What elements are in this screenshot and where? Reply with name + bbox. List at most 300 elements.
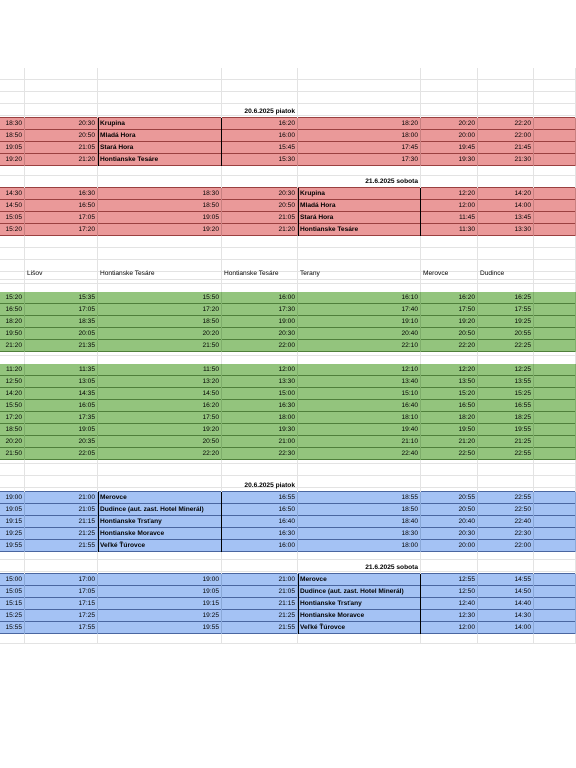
- cell[interactable]: [222, 574, 298, 586]
- cell[interactable]: [98, 622, 222, 634]
- cell[interactable]: [478, 436, 534, 448]
- cell[interactable]: [298, 412, 421, 424]
- cell[interactable]: [222, 68, 298, 80]
- cell[interactable]: [534, 480, 576, 492]
- cell[interactable]: [534, 528, 576, 540]
- cell[interactable]: [25, 316, 98, 328]
- cell[interactable]: [534, 212, 576, 224]
- cell[interactable]: [222, 504, 298, 516]
- cell[interactable]: [222, 364, 298, 376]
- cell[interactable]: [0, 464, 25, 476]
- cell[interactable]: [0, 436, 25, 448]
- cell[interactable]: [222, 224, 298, 236]
- cell[interactable]: [0, 448, 25, 460]
- cell[interactable]: [478, 364, 534, 376]
- cell[interactable]: [25, 68, 98, 80]
- cell[interactable]: [478, 376, 534, 388]
- cell[interactable]: [298, 304, 421, 316]
- cell[interactable]: [222, 176, 298, 188]
- cell[interactable]: [534, 448, 576, 460]
- cell[interactable]: [298, 622, 421, 634]
- cell[interactable]: [25, 622, 98, 634]
- cell[interactable]: [534, 516, 576, 528]
- cell[interactable]: [298, 92, 421, 104]
- cell[interactable]: [298, 80, 421, 92]
- cell[interactable]: [298, 492, 421, 504]
- cell[interactable]: [298, 340, 421, 352]
- cell[interactable]: [478, 236, 534, 248]
- cell[interactable]: [534, 236, 576, 248]
- cell[interactable]: [0, 562, 25, 574]
- cell[interactable]: [478, 328, 534, 340]
- cell[interactable]: [98, 364, 222, 376]
- cell[interactable]: [222, 412, 298, 424]
- cell[interactable]: [478, 540, 534, 552]
- cell[interactable]: [298, 154, 421, 166]
- cell[interactable]: [25, 400, 98, 412]
- cell[interactable]: [98, 200, 222, 212]
- cell[interactable]: [421, 188, 478, 200]
- cell[interactable]: [298, 586, 421, 598]
- cell[interactable]: [222, 130, 298, 142]
- cell[interactable]: [0, 540, 25, 552]
- cell[interactable]: [25, 304, 98, 316]
- cell[interactable]: [421, 364, 478, 376]
- cell[interactable]: [222, 424, 298, 436]
- cell[interactable]: [25, 562, 98, 574]
- cell[interactable]: [0, 364, 25, 376]
- cell[interactable]: [478, 316, 534, 328]
- cell[interactable]: [222, 436, 298, 448]
- cell[interactable]: [298, 328, 421, 340]
- cell[interactable]: [421, 400, 478, 412]
- cell[interactable]: [0, 142, 25, 154]
- cell[interactable]: [478, 516, 534, 528]
- cell[interactable]: [478, 448, 534, 460]
- cell[interactable]: [421, 480, 478, 492]
- cell[interactable]: [222, 376, 298, 388]
- cell[interactable]: [298, 436, 421, 448]
- cell[interactable]: [298, 248, 421, 260]
- cell[interactable]: [534, 610, 576, 622]
- cell[interactable]: [421, 528, 478, 540]
- cell[interactable]: [25, 212, 98, 224]
- cell[interactable]: [222, 200, 298, 212]
- cell[interactable]: [0, 328, 25, 340]
- cell[interactable]: [25, 464, 98, 476]
- cell[interactable]: [534, 622, 576, 634]
- cell[interactable]: [298, 400, 421, 412]
- cell[interactable]: [421, 412, 478, 424]
- cell[interactable]: [534, 130, 576, 142]
- cell[interactable]: [222, 292, 298, 304]
- cell[interactable]: [25, 224, 98, 236]
- cell[interactable]: [0, 268, 25, 280]
- cell[interactable]: [0, 292, 25, 304]
- cell[interactable]: [25, 448, 98, 460]
- cell[interactable]: [222, 304, 298, 316]
- cell[interactable]: [222, 516, 298, 528]
- cell[interactable]: [25, 540, 98, 552]
- cell[interactable]: [298, 236, 421, 248]
- cell[interactable]: [98, 400, 222, 412]
- cell[interactable]: [534, 436, 576, 448]
- cell[interactable]: [0, 118, 25, 130]
- cell[interactable]: [421, 448, 478, 460]
- cell[interactable]: [222, 464, 298, 476]
- cell[interactable]: [98, 154, 222, 166]
- cell[interactable]: [25, 154, 98, 166]
- cell[interactable]: [534, 268, 576, 280]
- cell[interactable]: [534, 464, 576, 476]
- cell[interactable]: [98, 118, 222, 130]
- cell[interactable]: [0, 68, 25, 80]
- cell[interactable]: [298, 540, 421, 552]
- cell[interactable]: [98, 212, 222, 224]
- cell[interactable]: [534, 68, 576, 80]
- cell[interactable]: [98, 80, 222, 92]
- cell[interactable]: [0, 388, 25, 400]
- cell[interactable]: [478, 424, 534, 436]
- cell[interactable]: [478, 622, 534, 634]
- cell[interactable]: [222, 92, 298, 104]
- cell[interactable]: [534, 248, 576, 260]
- cell[interactable]: [98, 248, 222, 260]
- cell[interactable]: [0, 516, 25, 528]
- cell[interactable]: [421, 142, 478, 154]
- cell[interactable]: [421, 328, 478, 340]
- cell[interactable]: [222, 248, 298, 260]
- cell[interactable]: [222, 480, 298, 492]
- cell[interactable]: [0, 92, 25, 104]
- cell[interactable]: [478, 80, 534, 92]
- cell[interactable]: [534, 142, 576, 154]
- cell[interactable]: [534, 224, 576, 236]
- cell[interactable]: [478, 130, 534, 142]
- cell[interactable]: [421, 504, 478, 516]
- cell[interactable]: [298, 200, 421, 212]
- cell[interactable]: [478, 68, 534, 80]
- cell[interactable]: [25, 142, 98, 154]
- cell[interactable]: [421, 106, 478, 118]
- cell[interactable]: [222, 142, 298, 154]
- cell[interactable]: [478, 292, 534, 304]
- cell[interactable]: [25, 80, 98, 92]
- cell[interactable]: [534, 540, 576, 552]
- cell[interactable]: [421, 292, 478, 304]
- cell[interactable]: [222, 118, 298, 130]
- cell[interactable]: [478, 224, 534, 236]
- cell[interactable]: [534, 562, 576, 574]
- cell[interactable]: [98, 412, 222, 424]
- cell[interactable]: [98, 304, 222, 316]
- cell[interactable]: [478, 562, 534, 574]
- cell[interactable]: [0, 598, 25, 610]
- cell[interactable]: [0, 400, 25, 412]
- cell[interactable]: [222, 212, 298, 224]
- cell[interactable]: [534, 340, 576, 352]
- cell[interactable]: [98, 268, 222, 280]
- cell[interactable]: [98, 598, 222, 610]
- cell[interactable]: [421, 92, 478, 104]
- cell[interactable]: [478, 574, 534, 586]
- cell[interactable]: [421, 388, 478, 400]
- cell[interactable]: [478, 528, 534, 540]
- cell[interactable]: [25, 528, 98, 540]
- cell[interactable]: [222, 328, 298, 340]
- cell[interactable]: [98, 328, 222, 340]
- cell[interactable]: [222, 268, 298, 280]
- cell[interactable]: [421, 130, 478, 142]
- cell[interactable]: [25, 340, 98, 352]
- cell[interactable]: [478, 118, 534, 130]
- cell[interactable]: [298, 68, 421, 80]
- cell[interactable]: [421, 610, 478, 622]
- cell[interactable]: [534, 492, 576, 504]
- cell[interactable]: [98, 610, 222, 622]
- cell[interactable]: [534, 400, 576, 412]
- cell[interactable]: [25, 424, 98, 436]
- cell[interactable]: [534, 328, 576, 340]
- cell[interactable]: [534, 292, 576, 304]
- cell[interactable]: [298, 424, 421, 436]
- cell[interactable]: [478, 248, 534, 260]
- cell[interactable]: [421, 424, 478, 436]
- cell[interactable]: [298, 176, 421, 188]
- cell[interactable]: [421, 236, 478, 248]
- cell[interactable]: [298, 142, 421, 154]
- cell[interactable]: [25, 236, 98, 248]
- cell[interactable]: [222, 562, 298, 574]
- cell[interactable]: [534, 118, 576, 130]
- cell[interactable]: [25, 176, 98, 188]
- cell[interactable]: [298, 574, 421, 586]
- cell[interactable]: [98, 388, 222, 400]
- cell[interactable]: [421, 340, 478, 352]
- cell[interactable]: [298, 118, 421, 130]
- cell[interactable]: [98, 528, 222, 540]
- cell[interactable]: [98, 448, 222, 460]
- cell[interactable]: [478, 610, 534, 622]
- cell[interactable]: [222, 540, 298, 552]
- cell[interactable]: [534, 92, 576, 104]
- cell[interactable]: [534, 376, 576, 388]
- cell[interactable]: [98, 68, 222, 80]
- cell[interactable]: [298, 388, 421, 400]
- cell[interactable]: [25, 574, 98, 586]
- cell[interactable]: [478, 492, 534, 504]
- cell[interactable]: [298, 480, 421, 492]
- cell[interactable]: [478, 400, 534, 412]
- cell[interactable]: [421, 492, 478, 504]
- cell[interactable]: [25, 516, 98, 528]
- cell[interactable]: [25, 106, 98, 118]
- cell[interactable]: [478, 412, 534, 424]
- cell[interactable]: [534, 154, 576, 166]
- cell[interactable]: [0, 130, 25, 142]
- cell[interactable]: [222, 236, 298, 248]
- cell[interactable]: [25, 480, 98, 492]
- cell[interactable]: [25, 504, 98, 516]
- cell[interactable]: [98, 424, 222, 436]
- cell[interactable]: [98, 492, 222, 504]
- cell[interactable]: [534, 388, 576, 400]
- cell[interactable]: [25, 268, 98, 280]
- cell[interactable]: [478, 188, 534, 200]
- cell[interactable]: [98, 436, 222, 448]
- cell[interactable]: [0, 480, 25, 492]
- cell[interactable]: [534, 106, 576, 118]
- cell[interactable]: [421, 118, 478, 130]
- cell[interactable]: [98, 574, 222, 586]
- cell[interactable]: [421, 622, 478, 634]
- cell[interactable]: [222, 80, 298, 92]
- cell[interactable]: [0, 80, 25, 92]
- cell[interactable]: [0, 376, 25, 388]
- cell[interactable]: [98, 540, 222, 552]
- cell[interactable]: [0, 106, 25, 118]
- cell[interactable]: [222, 448, 298, 460]
- cell[interactable]: [222, 598, 298, 610]
- cell[interactable]: [421, 598, 478, 610]
- cell[interactable]: [98, 464, 222, 476]
- cell[interactable]: [421, 586, 478, 598]
- cell[interactable]: [478, 504, 534, 516]
- cell[interactable]: [478, 340, 534, 352]
- cell[interactable]: [421, 248, 478, 260]
- cell[interactable]: [25, 328, 98, 340]
- cell[interactable]: [98, 130, 222, 142]
- cell[interactable]: [478, 480, 534, 492]
- cell[interactable]: [98, 340, 222, 352]
- cell[interactable]: [222, 316, 298, 328]
- cell[interactable]: [421, 304, 478, 316]
- cell[interactable]: [0, 492, 25, 504]
- cell[interactable]: [478, 464, 534, 476]
- cell[interactable]: [0, 528, 25, 540]
- cell[interactable]: [478, 598, 534, 610]
- cell[interactable]: [98, 236, 222, 248]
- cell[interactable]: [478, 92, 534, 104]
- cell[interactable]: [534, 200, 576, 212]
- cell[interactable]: [25, 598, 98, 610]
- cell[interactable]: [222, 388, 298, 400]
- cell[interactable]: [534, 80, 576, 92]
- cell[interactable]: [0, 224, 25, 236]
- cell[interactable]: [222, 492, 298, 504]
- cell[interactable]: [25, 118, 98, 130]
- cell[interactable]: [421, 464, 478, 476]
- cell[interactable]: [0, 586, 25, 598]
- cell[interactable]: [298, 464, 421, 476]
- cell[interactable]: [98, 562, 222, 574]
- cell[interactable]: [0, 340, 25, 352]
- cell[interactable]: [478, 304, 534, 316]
- cell[interactable]: [222, 340, 298, 352]
- cell[interactable]: [0, 200, 25, 212]
- cell[interactable]: [298, 130, 421, 142]
- cell[interactable]: [534, 176, 576, 188]
- cell[interactable]: [98, 142, 222, 154]
- cell[interactable]: [534, 424, 576, 436]
- cell[interactable]: [298, 528, 421, 540]
- cell[interactable]: [0, 248, 25, 260]
- cell[interactable]: [25, 248, 98, 260]
- cell[interactable]: [98, 376, 222, 388]
- cell[interactable]: [298, 316, 421, 328]
- cell[interactable]: [421, 540, 478, 552]
- cell[interactable]: [298, 364, 421, 376]
- cell[interactable]: [222, 528, 298, 540]
- cell[interactable]: [0, 176, 25, 188]
- cell[interactable]: [298, 504, 421, 516]
- cell[interactable]: [222, 586, 298, 598]
- cell[interactable]: [98, 176, 222, 188]
- cell[interactable]: [298, 448, 421, 460]
- cell[interactable]: [222, 188, 298, 200]
- cell[interactable]: [0, 504, 25, 516]
- cell[interactable]: [534, 304, 576, 316]
- cell[interactable]: [421, 268, 478, 280]
- cell[interactable]: [478, 154, 534, 166]
- cell[interactable]: [421, 80, 478, 92]
- cell[interactable]: [222, 622, 298, 634]
- cell[interactable]: [222, 106, 298, 118]
- cell[interactable]: [298, 212, 421, 224]
- cell[interactable]: [98, 292, 222, 304]
- cell[interactable]: [478, 176, 534, 188]
- cell[interactable]: [0, 304, 25, 316]
- cell[interactable]: [0, 316, 25, 328]
- cell[interactable]: [98, 480, 222, 492]
- cell[interactable]: [222, 154, 298, 166]
- cell[interactable]: [421, 436, 478, 448]
- cell[interactable]: [534, 316, 576, 328]
- cell[interactable]: [98, 224, 222, 236]
- cell[interactable]: [478, 268, 534, 280]
- cell[interactable]: [0, 212, 25, 224]
- cell[interactable]: [25, 200, 98, 212]
- cell[interactable]: [25, 610, 98, 622]
- cell[interactable]: [298, 562, 421, 574]
- cell[interactable]: [298, 376, 421, 388]
- cell[interactable]: [25, 388, 98, 400]
- cell[interactable]: [298, 224, 421, 236]
- cell[interactable]: [25, 586, 98, 598]
- cell[interactable]: [421, 516, 478, 528]
- cell[interactable]: [421, 224, 478, 236]
- cell[interactable]: [478, 212, 534, 224]
- cell[interactable]: [534, 574, 576, 586]
- cell[interactable]: [98, 316, 222, 328]
- cell[interactable]: [478, 388, 534, 400]
- cell[interactable]: [25, 188, 98, 200]
- cell[interactable]: [534, 188, 576, 200]
- cell[interactable]: [0, 424, 25, 436]
- cell[interactable]: [421, 212, 478, 224]
- cell[interactable]: [25, 92, 98, 104]
- cell[interactable]: [222, 400, 298, 412]
- cell[interactable]: [298, 598, 421, 610]
- cell[interactable]: [98, 504, 222, 516]
- cell[interactable]: [25, 492, 98, 504]
- cell[interactable]: [421, 574, 478, 586]
- cell[interactable]: [25, 292, 98, 304]
- cell[interactable]: [298, 292, 421, 304]
- cell[interactable]: [478, 106, 534, 118]
- cell[interactable]: [98, 188, 222, 200]
- cell[interactable]: [98, 516, 222, 528]
